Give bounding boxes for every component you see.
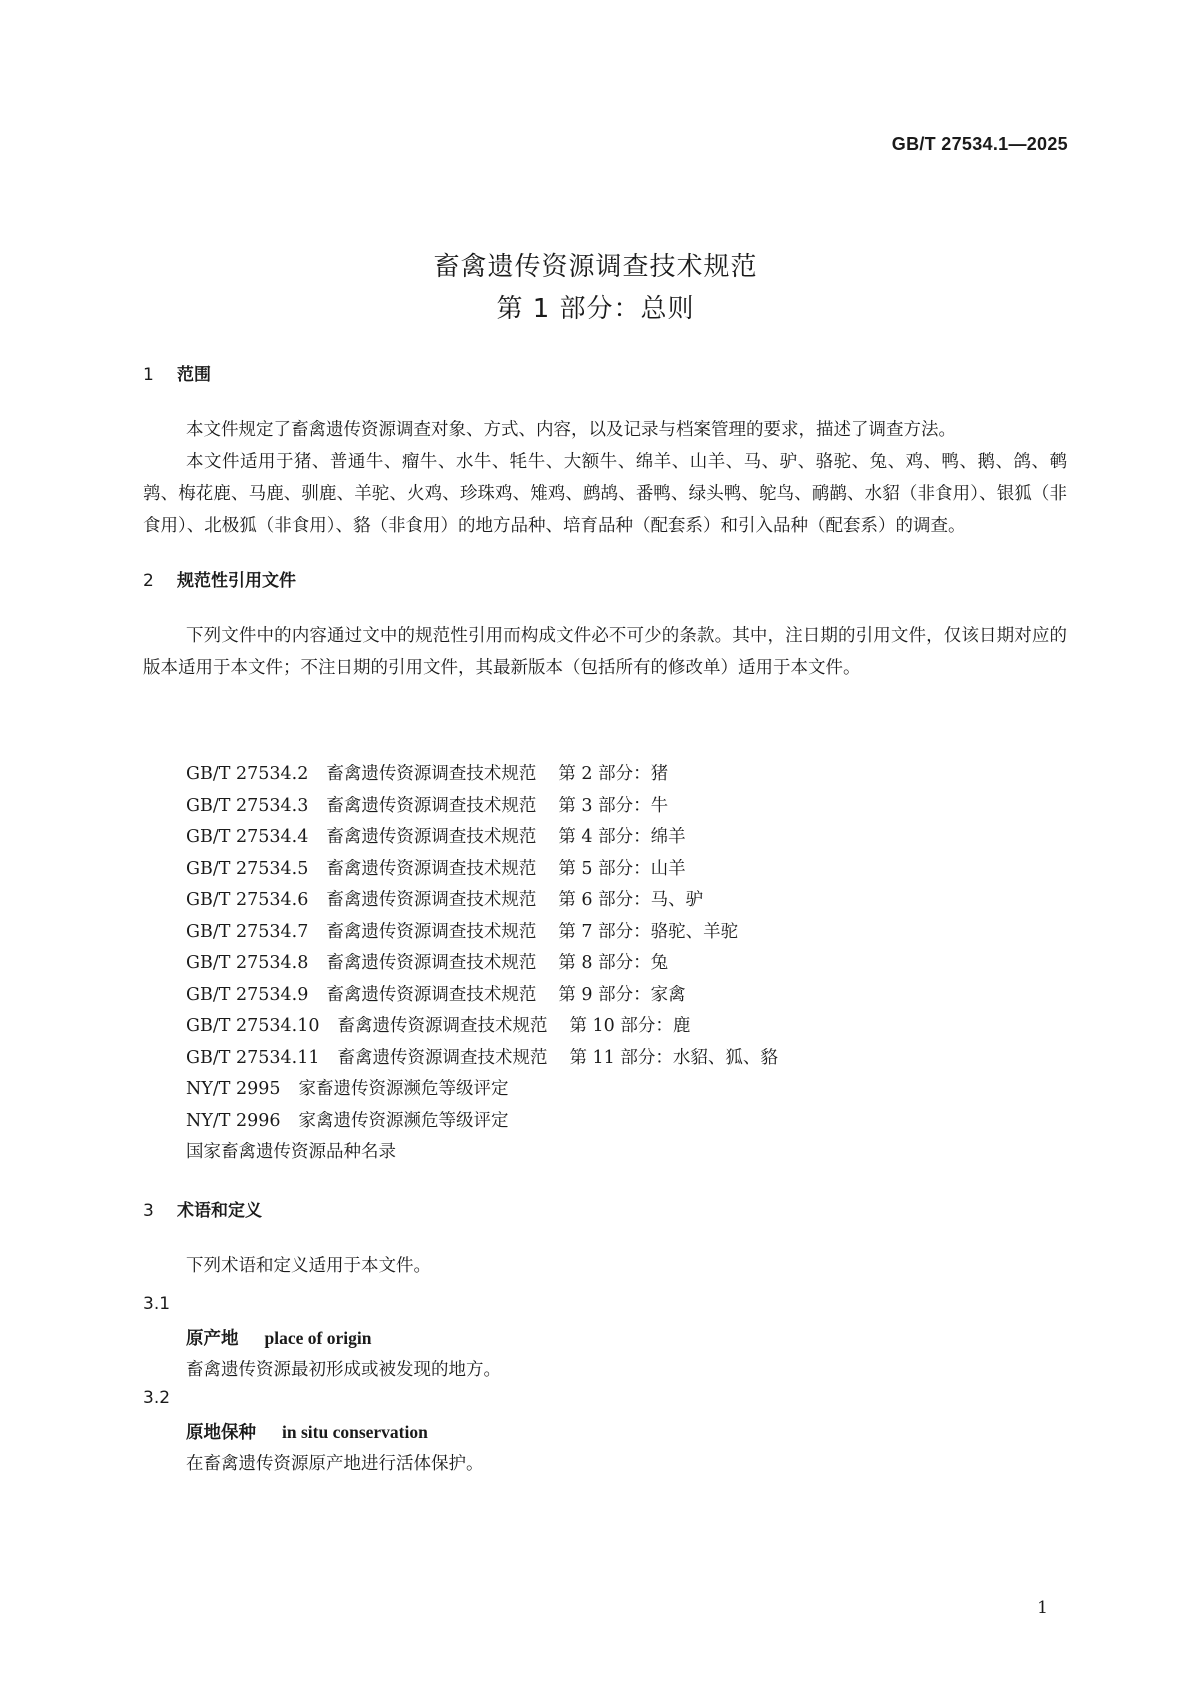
reference-item (186, 791, 778, 823)
reference-item (186, 1074, 778, 1106)
reference-title: 畜禽遗传资源调查技术规范 (326, 921, 537, 942)
reference-part: 第 5 部分：山羊 (558, 858, 686, 879)
reference-part: 第 4 部分：绵羊 (558, 827, 686, 847)
reference-part: 第 8 部分：兔 (558, 953, 669, 973)
document-subtitle: 第 1 部分：总则 (496, 294, 695, 324)
reference-title: 畜禽遗传资源调查技术规范 (326, 858, 537, 879)
section-title: 规范性引用文件 (177, 571, 296, 591)
reference-code: GB/T 27534.10 (186, 1016, 320, 1036)
reference-item (186, 1137, 778, 1169)
reference-item (186, 885, 778, 917)
reference-code: GB/T 27534.3 (186, 795, 309, 816)
section-number: 3 (143, 1201, 154, 1221)
normative-references-paragraph: 下列文件中的内容通过文中的规范性引用而构成文件必不可少的条款。其中，注日期的引用文件，仅该日期对应的版本适用于本文件；不注日期的引用文件，其最新版本（包括所有的修改单）适用于本文件。 (143, 626, 1067, 678)
term-number: 3.1 (143, 1294, 171, 1314)
page-number: 1 (1037, 1598, 1048, 1618)
reference-item (186, 854, 778, 886)
term-definition: 在畜禽遗传资源原产地进行活体保护。 (186, 1454, 484, 1474)
section-number: 2 (143, 571, 154, 591)
reference-title: 畜禽遗传资源调查技术规范 (337, 1016, 548, 1036)
reference-title: 畜禽遗传资源调查技术规范 (337, 1047, 548, 1068)
reference-part: 第 10 部分：鹿 (569, 1016, 691, 1036)
reference-title: 畜禽遗传资源调查技术规范 (326, 764, 537, 784)
reference-code: GB/T 27534.5 (186, 858, 309, 879)
reference-code: GB/T 27534.11 (186, 1047, 320, 1068)
reference-code: NY/T 2996 (186, 1110, 281, 1131)
reference-title: 畜禽遗传资源调查技术规范 (326, 953, 537, 973)
reference-item (186, 759, 778, 791)
terms-intro-paragraph: 下列术语和定义适用于本文件。 (186, 1256, 431, 1276)
reference-code: NY/T 2995 (186, 1079, 281, 1099)
reference-item (186, 1011, 778, 1043)
reference-code: GB/T 27534.6 (186, 890, 309, 910)
reference-title: 国家畜禽遗传资源品种名录 (186, 1142, 396, 1162)
term-english: in situ conservation (282, 1422, 428, 1442)
reference-part: 第 11 部分：水貂、狐、貉 (569, 1047, 778, 1068)
term-english: place of origin (264, 1328, 372, 1348)
reference-title: 畜禽遗传资源调查技术规范 (326, 827, 537, 847)
scope-paragraph-1: 本文件规定了畜禽遗传资源调查对象、方式、内容，以及记录与档案管理的要求，描述了调查方法。 (186, 420, 956, 440)
reference-code: GB/T 27534.4 (186, 827, 309, 847)
term-number: 3.2 (143, 1388, 171, 1408)
reference-item (186, 1043, 778, 1075)
term-definition: 畜禽遗传资源最初形成或被发现的地方。 (186, 1360, 501, 1380)
reference-list (186, 759, 778, 1169)
reference-code: GB/T 27534.7 (186, 921, 309, 942)
reference-code: GB/T 27534.9 (186, 984, 309, 1005)
reference-item (186, 980, 778, 1012)
reference-title: 家禽遗传资源濒危等级评定 (298, 1110, 509, 1131)
reference-title: 畜禽遗传资源调查技术规范 (326, 984, 537, 1005)
reference-title: 畜禽遗传资源调查技术规范 (326, 795, 537, 816)
scope-paragraph-2: 本文件适用于猪、普通牛、瘤牛、水牛、牦牛、大额牛、绵羊、山羊、马、驴、骆驼、兔、鸡、鸭、鹅、鸽、鹌鹑、梅花鹿、马鹿、驯鹿、羊驼、火鸡、珍珠鸡、雉鸡、鹧鸪、番鸭、绿头鸭、鸵鸟、鸸鹋、水貂（非食用）、银狐（非食用）、北极狐（非食用）、貉（非食用）的地方品种、培育品种（配套系）和引入品种（配套系）的调查。 (143, 452, 1067, 536)
term-chinese: 原地保种 (186, 1423, 256, 1443)
reference-item (186, 1106, 778, 1138)
reference-code: GB/T 27534.2 (186, 764, 309, 784)
section-number: 1 (143, 365, 154, 385)
section-3-heading (143, 1196, 262, 1221)
document-title: 畜禽遗传资源调查技术规范 (433, 252, 758, 282)
section-1-heading (143, 360, 211, 385)
term-entry (186, 1325, 371, 1350)
reference-part: 第 6 部分：马、驴 (558, 890, 704, 910)
reference-title: 畜禽遗传资源调查技术规范 (326, 890, 537, 910)
reference-part: 第 7 部分：骆驼、羊驼 (558, 921, 739, 942)
reference-item (186, 917, 778, 949)
reference-code: GB/T 27534.8 (186, 953, 309, 973)
section-title: 范围 (177, 365, 211, 385)
section-title: 术语和定义 (177, 1201, 262, 1221)
reference-title: 家畜遗传资源濒危等级评定 (298, 1079, 509, 1099)
term-chinese: 原产地 (186, 1329, 239, 1349)
reference-part: 第 2 部分：猪 (558, 764, 669, 784)
reference-part: 第 3 部分：牛 (558, 795, 669, 816)
standard-code: GB/T 27534.1—2025 (891, 134, 1068, 154)
reference-item (186, 822, 778, 854)
section-2-heading (143, 566, 296, 591)
reference-part: 第 9 部分：家禽 (558, 984, 686, 1005)
term-entry (186, 1419, 428, 1444)
reference-item (186, 948, 778, 980)
